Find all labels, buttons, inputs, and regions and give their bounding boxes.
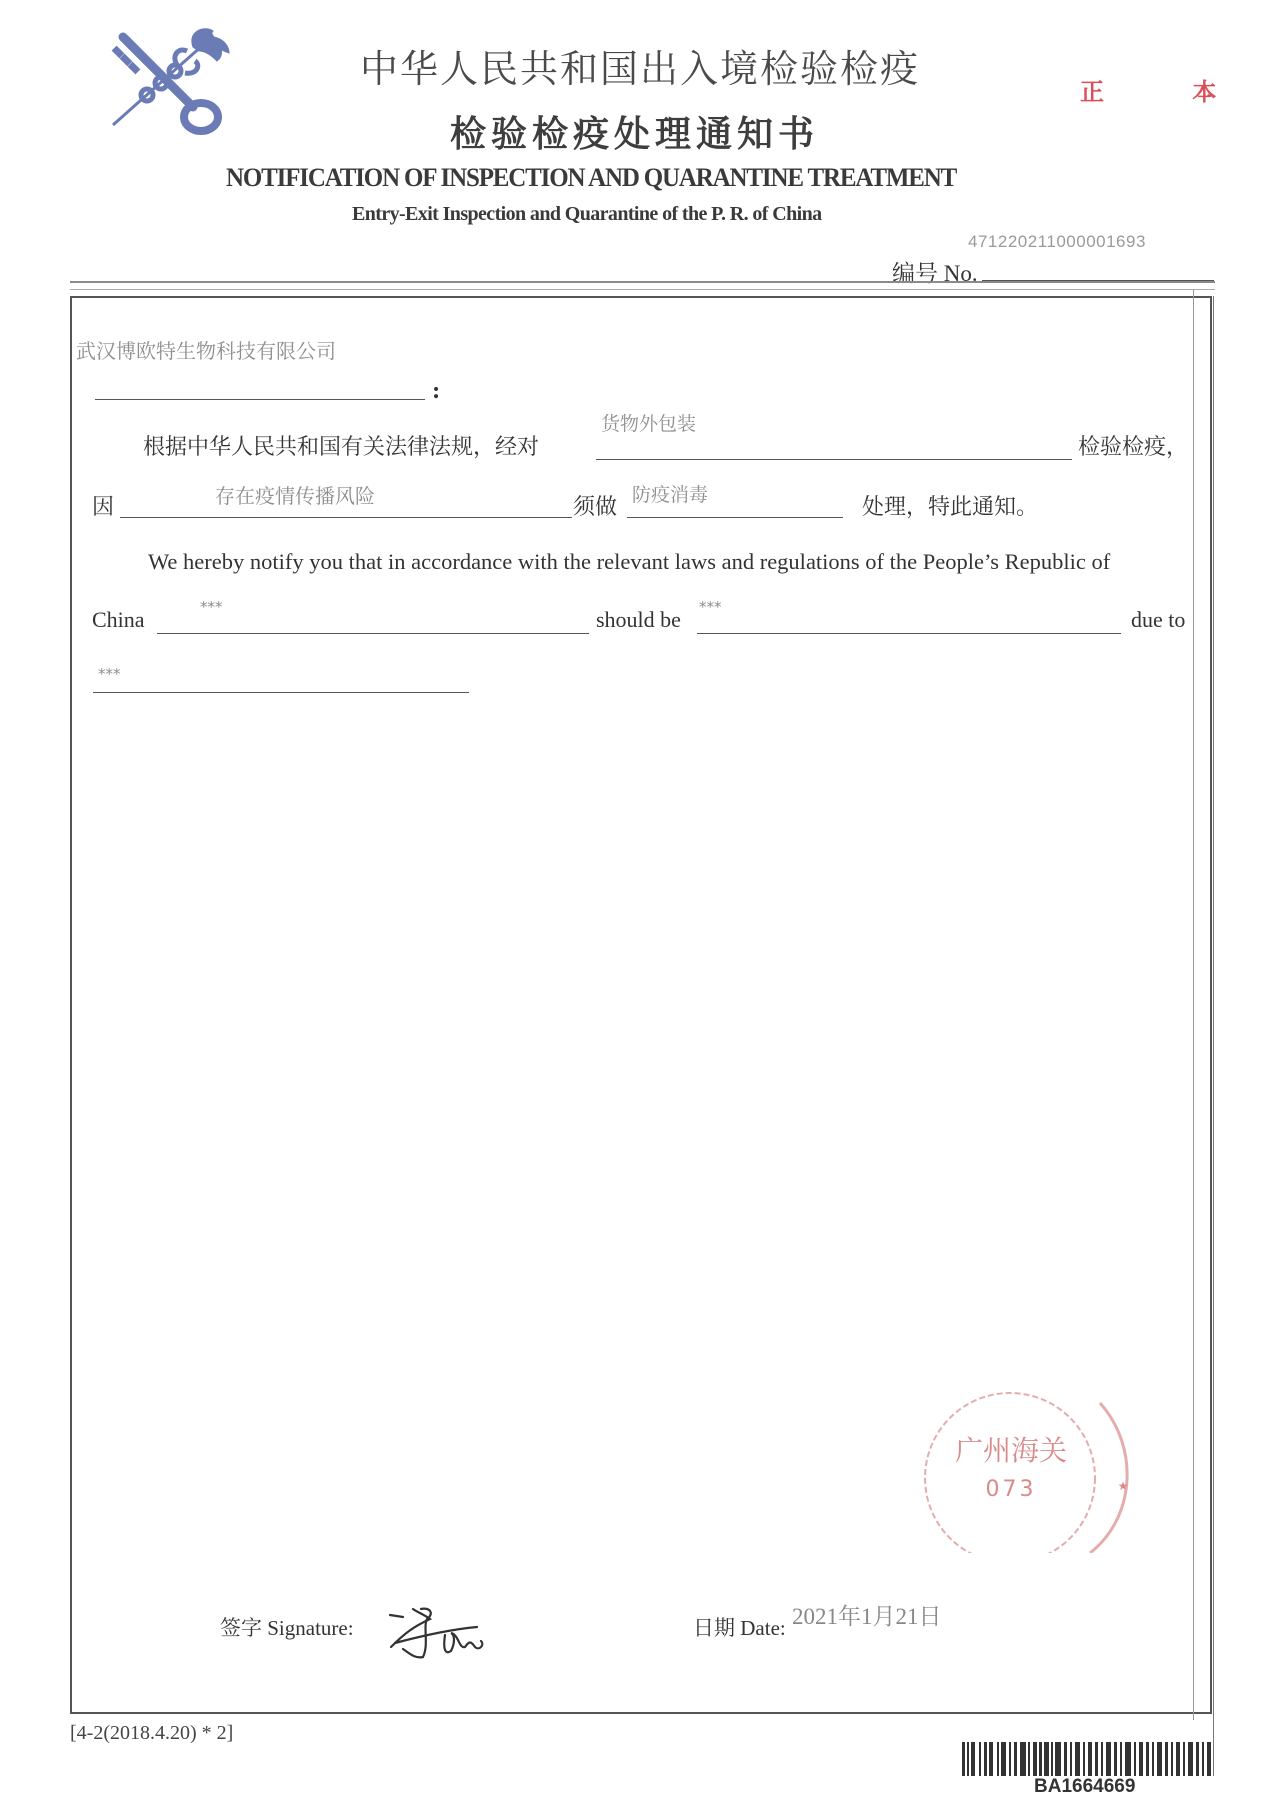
copy-type-label: 正 本 [1080, 78, 1257, 106]
en-reason-field: *** [98, 665, 121, 683]
header-divider [70, 281, 1215, 283]
treatment-field: 防疫消毒 [632, 484, 709, 506]
date-value: 2021年1月21日 [792, 1604, 942, 1629]
cn-para-prefix: 根据中华人民共和国有关法律法规，经对 [143, 435, 540, 460]
recipient-underline [95, 399, 425, 400]
en-should-be-label: should be [596, 607, 681, 632]
cn-object-suffix: 检验检疫， [1078, 435, 1189, 460]
cn-treatment-suffix: 处理，特此通知。 [862, 495, 1039, 520]
frame-inner-line [1193, 290, 1194, 1720]
treatment-underline [627, 517, 843, 518]
title-cn-line1: 中华人民共和国出入境检验检疫 [360, 47, 921, 91]
header-divider-secondary [70, 289, 1215, 290]
inspected-object-underline [596, 459, 1072, 460]
stamp-code: 073 [985, 1477, 1037, 1502]
title-en: NOTIFICATION OF INSPECTION AND QUARANTINE TREATMENT [226, 163, 957, 192]
inspected-object-field: 货物外包装 [601, 413, 697, 435]
barcode-icon [962, 1742, 1214, 1776]
en-goods-field: *** [200, 598, 223, 616]
en-treatment-underline [697, 633, 1121, 634]
reason-underline [120, 517, 572, 518]
customs-emblem-icon [105, 25, 235, 140]
subtitle-en: Entry-Exit Inspection and Quarantine of the P. R. of China [352, 203, 822, 225]
reason-field: 存在疫情传播风险 [215, 484, 375, 508]
svg-text:★: ★ [1117, 1479, 1129, 1493]
serial-number: 471220211000001693 [968, 232, 1146, 251]
en-para-line1: We hereby notify you that in accordance with the relevant laws and regulations of the People’s Republic of [148, 549, 1111, 574]
barcode-number: BA1664669 [1034, 1776, 1136, 1797]
handwritten-signature-icon [385, 1605, 505, 1665]
signature-label: 签字 Signature: [220, 1616, 354, 1640]
form-code: [4-2(2018.4.20) * 2] [70, 1722, 234, 1744]
number-label: 编号 No. [892, 261, 978, 286]
official-stamp-icon [885, 1378, 1145, 1553]
recipient-colon: : [432, 378, 441, 404]
title-cn-line2: 检验检疫处理通知书 [450, 114, 820, 155]
frame-outer-line [1213, 296, 1214, 1776]
date-label: 日期 Date: [693, 1616, 786, 1640]
cn-treatment-prefix: 须做 [573, 495, 618, 520]
en-due-to-label: due to [1131, 607, 1186, 632]
en-treatment-field: *** [699, 598, 722, 616]
en-china-label: China [92, 607, 145, 632]
recipient-field: 武汉博欧特生物科技有限公司 [76, 339, 336, 363]
en-reason-underline [93, 692, 469, 693]
en-goods-underline [157, 633, 589, 634]
cn-reason-prefix: 因 [92, 495, 115, 520]
stamp-center-text: 广州海关 [954, 1434, 1068, 1467]
